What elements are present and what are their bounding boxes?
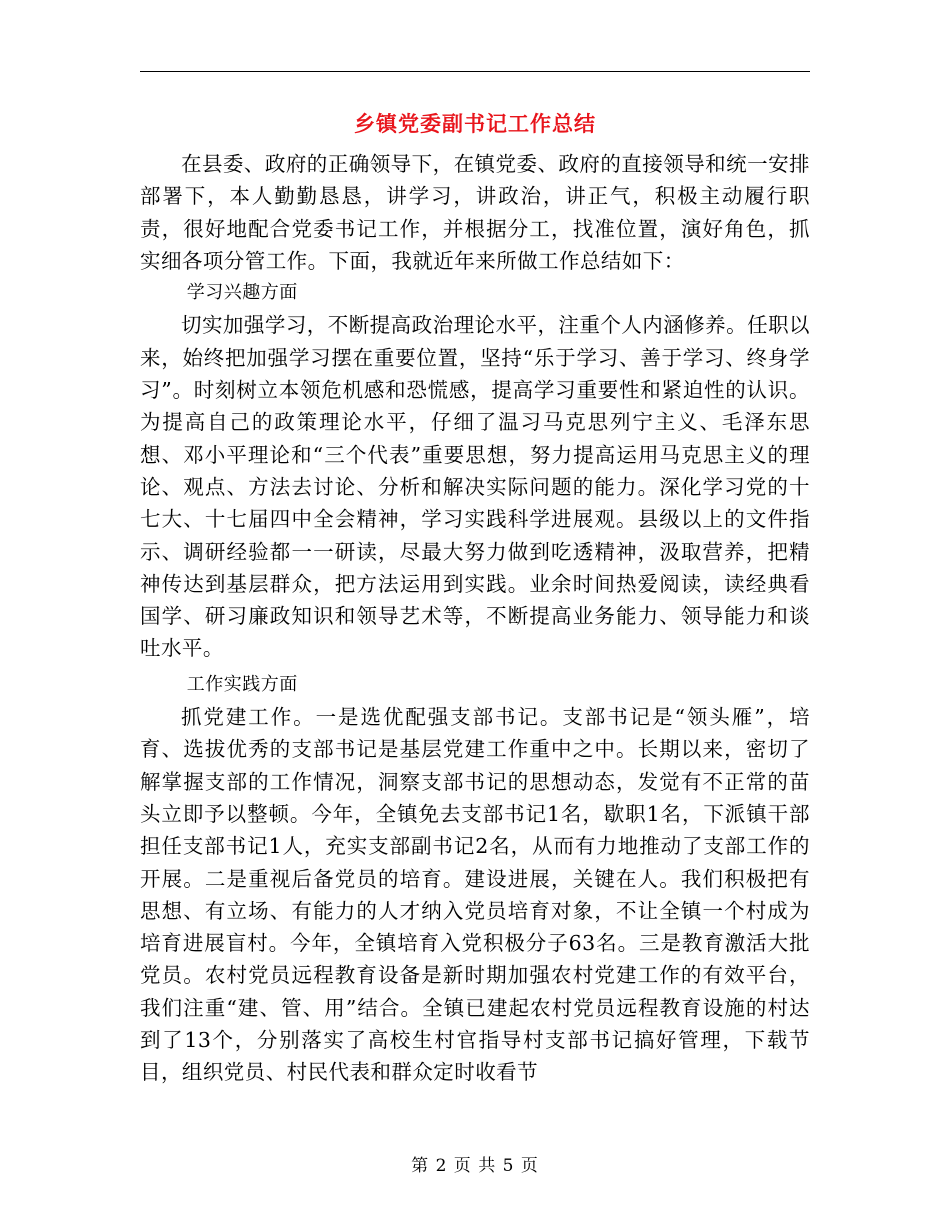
- section-heading-study: 学习兴趣方面: [186, 282, 298, 304]
- paragraph-intro: 在县委、政府的正确领导下，在镇党委、政府的直接领导和统一安排部署下，本人勤勤恳恳，讲学习，讲政治，讲正气，积极主动履行职责，很好地配合党委书记工作，并根据分工，找准位置，演好角色，抓实细各项分管工作。下面，我就近年来所做工作总结如下：: [140, 152, 810, 273]
- page-number-footer: 第 2 页 共 5 页: [411, 1156, 539, 1176]
- document-title: 乡镇党委副书记工作总结: [354, 111, 596, 136]
- section-heading-practice: 工作实践方面: [186, 673, 298, 695]
- header-rule: [140, 71, 810, 72]
- document-body: [140, 148, 810, 1089]
- paragraph-study: 切实加强学习，不断提高政治理论水平，注重个人内涵修养。任职以来，始终把加强学习摆在重要位置，坚持“乐于学习、善于学习、终身学习”。时刻树立本领危机感和恐慌感，提高学习重要性和紧迫性的认识。为提高自己的政策理论水平，仔细了温习马克思列宁主义、毛泽东思想、邓小平理论和“三个代表”重要思想，努力提高运用马克思主义的理论、观点、方法去讨论、分析和解决实际问题的能力。深化学习党的十七大、十七届四中全会精神，学习实践科学进展观。县级以上的文件指示、调研经验都一一研读，尽最大努力做到吃透精神，汲取营养，把精神传达到基层群众，把方法运用到实践。业余时间热爱阅读，读经典看国学、研习廉政知识和领导艺术等，不断提高业务能力、领导能力和谈吐水平。: [140, 313, 810, 661]
- paragraph-party-building: 抓党建工作。一是选优配强支部书记。支部书记是“领头雁”，培育、选拔优秀的支部书记是基层党建工作重中之中。长期以来，密切了解掌握支部的工作情况，洞察支部书记的思想动态，发觉有不正常的苗头立即予以整顿。今年，全镇免去支部书记1名，歇职1名，下派镇干部担任支部书记1人，充实支部副书记2名，从而有力地推动了支部工作的开展。二是重视后备党员的培育。建设进展，关键在人。我们积极把有思想、有立场、有能力的人才纳入党员培育对象，不让全镇一个村成为培育进展盲村。今年，全镇培育入党积极分子63名。三是教育激活大批党员。农村党员远程教育设备是新时期加强农村党建工作的有效平台，我们注重“建、管、用”结合。全镇已建起农村党员远程教育设施的村达到了13个，分别落实了高校生村官指导村支部书记搞好管理，下载节目，组织党员、村民代表和群众定时收看节: [140, 705, 810, 1085]
